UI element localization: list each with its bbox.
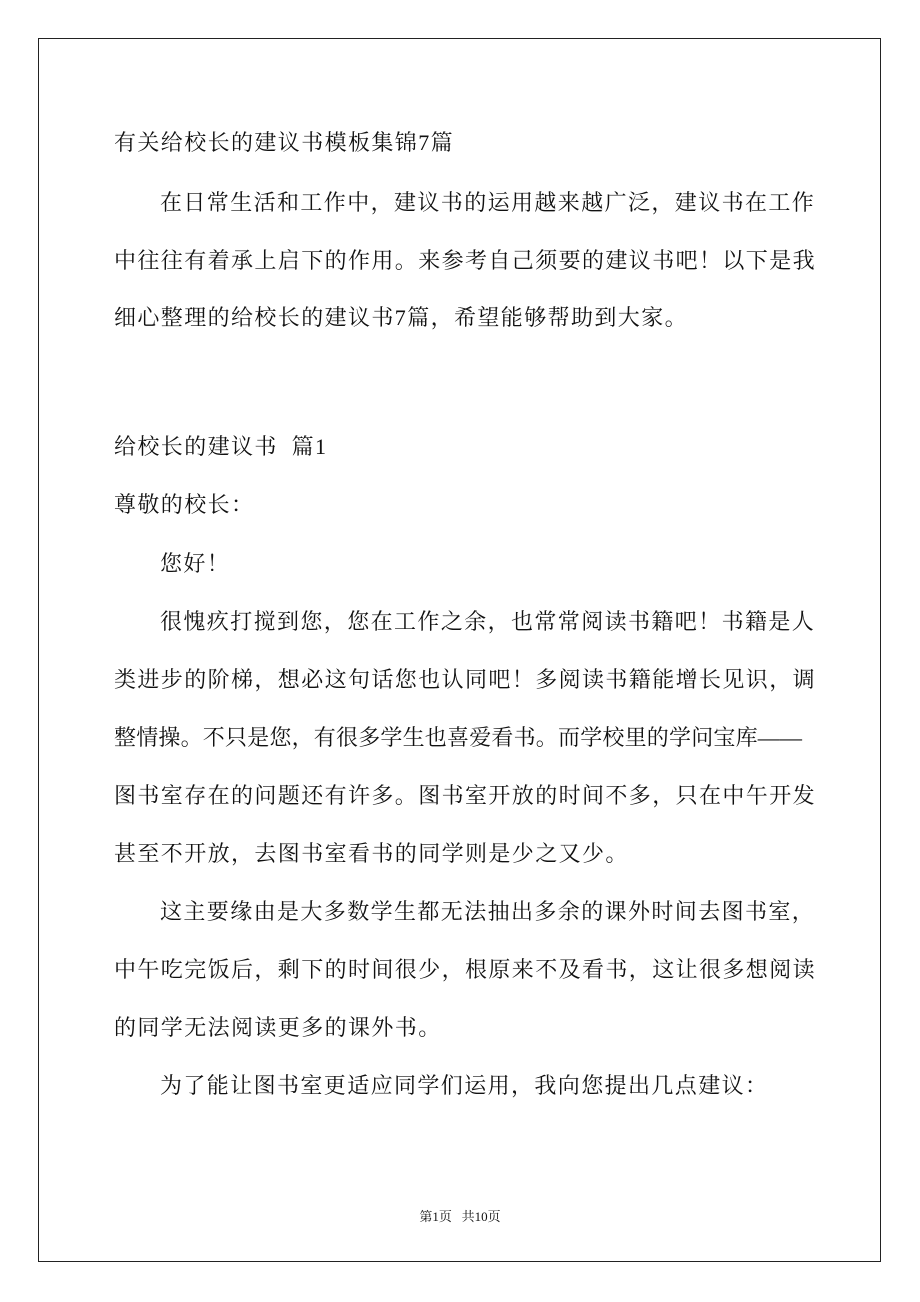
page-number-footer: 第1页 共10页 — [419, 1209, 501, 1224]
document-title: 有关给校长的建议书模板集锦7篇 — [114, 130, 455, 155]
intro-line: 在日常生活和工作中，建议书的运用越来越广泛，建议书在工作 — [160, 190, 816, 215]
body-line: 类进步的阶梯，想必这句话您也认同吧！多阅读书籍能增长见识，调 — [114, 667, 817, 692]
greeting: 您好！ — [160, 551, 231, 576]
body-line: 很愧疚打搅到您，您在工作之余，也常常阅读书籍吧！书籍是人 — [160, 609, 816, 634]
body-line: 图书室存在的问题还有许多。图书室开放的时间不多，只在中午开发 — [114, 783, 817, 808]
body-line: 的同学无法阅读更多的课外书。 — [114, 1015, 442, 1040]
salutation: 尊敬的校长： — [114, 492, 255, 517]
intro-line: 中往往有着承上启下的作用。来参考自己须要的建议书吧！以下是我 — [114, 248, 817, 273]
section-heading: 给校长的建议书 篇1 — [114, 434, 328, 459]
body-line: 甚至不开放，去图书室看书的同学则是少之又少。 — [114, 841, 629, 866]
intro-line: 细心整理的给校长的建议书7篇，希望能够帮助到大家。 — [114, 305, 689, 330]
body-line: 为了能让图书室更适应同学们运用，我向您提出几点建议： — [160, 1073, 769, 1098]
body-line: 中午吃完饭后，剩下的时间很少，根原来不及看书，这让很多想阅读 — [114, 957, 817, 982]
body-line: 这主要缘由是大多数学生都无法抽出多余的课外时间去图书室， — [160, 899, 816, 924]
body-line: 整情操。不只是您，有很多学生也喜爱看书。而学校里的学问宝库—— — [114, 725, 803, 750]
